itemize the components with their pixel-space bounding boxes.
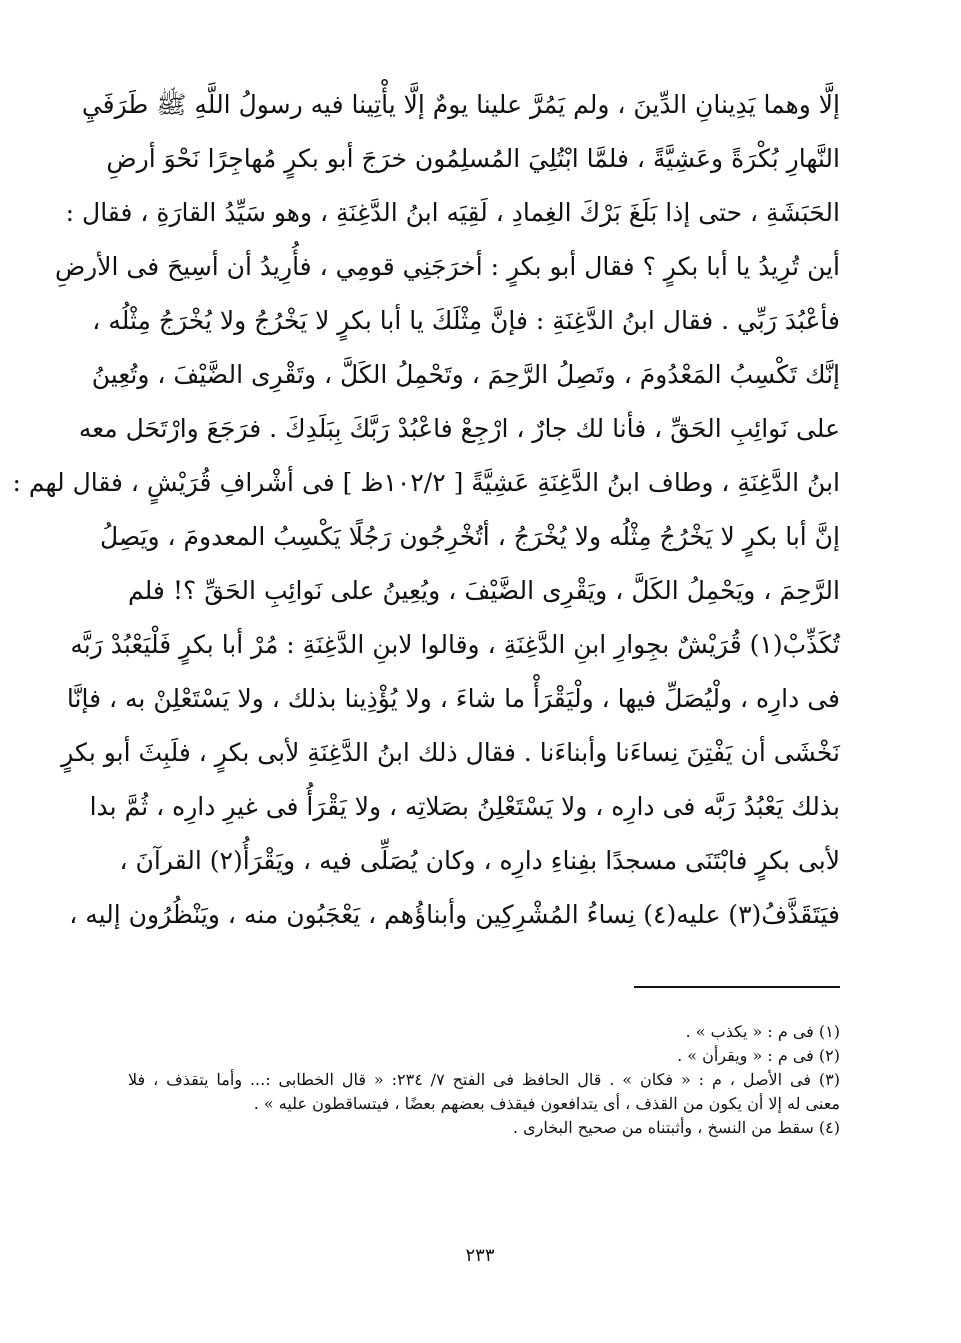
text-line: فى دارِه ، ولْيُصَلِّ فيها ، ولْيَقْرَأْ ما شاءَ ، ولا يُؤْذِينا بذلك ، ولا يَسْتَعْلِنْ به ، فإنَّا	[66, 684, 840, 713]
text-line: إلَّا وهما يَدِينانِ الدِّينَ ، ولم يَمُرَّ علينا يومٌ إلَّا يأْتِينا فيه رسولُ اللَّهِ ﷺ طَرَفَيِ	[81, 90, 840, 119]
text-line: الحَبَشَةِ ، حتى إذا بَلَغَ بَرْكَ الغِمادِ ، لَقِيَه ابنُ الدَّغِنَةِ ، وهو سَيِّدُ القارَةِ ، فقال :	[65, 198, 840, 227]
text-line: فأعْبُدَ رَبِّي . فقال ابنُ الدَّغِنَةِ : فإنَّ مِثْلَكَ يا أبا بكرٍ لا يَخْرُجُ ولا يُخْرَجُ مِثْلُه ،	[92, 306, 840, 335]
text-line: لأبى بكرٍ فابْتَنَى مسجدًا بفِناءِ دارِه ، وكان يُصَلِّى فيه ، ويَقْرَأُ(٢) القرآنَ ،	[119, 846, 840, 875]
page-number: ٢٣٣	[465, 1245, 495, 1266]
text-line: الرَّحِمَ ، ويَحْمِلُ الكَلَّ ، ويَقْرِى الضَّيْفَ ، ويُعِينُ على نَوائِبِ الحَقِّ ؟! فلم	[128, 576, 840, 605]
footnote-separator	[634, 986, 840, 988]
text-line: تُكَذِّبْ(١) قُرَيْشٌ بجِوارِ ابنِ الدَّغِنَةِ ، وقالوا لابنِ الدَّغِنَةِ : مُرْ أبا بكرٍ فَلْيَعْبُدْ رَبَّه	[70, 630, 840, 659]
footnote-4: (٤) سقط من النسخ ، وأثبتناه من صحيح البخارى .	[512, 1118, 840, 1137]
main-text	[12, 78, 840, 942]
text-line: النَّهارِ بُكْرَةً وعَشِيَّةً ، فلمَّا ابْتُلِيَ المُسلِمُون خرَجَ أبو بكرٍ مُهاجِرًا نَحْوَ أرضِ	[106, 144, 840, 173]
text-line: إنَّك تَكْسِبُ المَعْدُومَ ، وتَصِلُ الرَّحِمَ ، وتَحْمِلُ الكَلَّ ، وتَقْرِى الضَّيْفَ ، وتُعِينُ	[91, 360, 840, 389]
footnote-1: (١) فى م : « يكذب » .	[685, 1022, 840, 1041]
footnote-2: (٢) فى م : « ويقرأن » .	[677, 1046, 840, 1065]
text-line: ابنُ الدَّغِنَةِ ، وطاف ابنُ الدَّغِنَةِ عَشِيَّةً [ ١٠٢/٢ظ ] فى أشْرافِ قُرَيْشٍ ، فقال لهم :	[12, 468, 840, 497]
text-line: نَخْشَى أن يَفْتِنَ نِساءَنا وأبناءَنا . فقال ذلك ابنُ الدَّغِنَةِ لأبى بكرٍ ، فلَبِثَ أبو بكرٍ	[61, 738, 840, 767]
text-line: فيَتَقَذَّفُ(٣) عليه(٤) نِساءُ المُشْرِكِين وأبناؤُهم ، يَعْجَبُون منه ، ويَنْظُرُون إليه ،	[69, 900, 840, 929]
footnote-3: (٣) فى الأصل ، م : « فكان » . قال الحافظ فى الفتح ٧/ ٢٣٤: « قال الخطابى :... وأما يتقذف ، فلا	[128, 1070, 840, 1089]
text-line: إنَّ أبا بكرٍ لا يَخْرُجُ مِثْلُه ولا يُخْرَجُ ، أتُخْرِجُون رَجُلًا يَكْسِبُ المعدومَ ، ويَصِلُ	[99, 522, 840, 551]
text-line: بذلك يَعْبُدُ رَبَّه فى دارِه ، ولا يَسْتَعْلِنُ بصَلاتِه ، ولا يَقْرَأُ فى غيرِ دارِه ، ثُمَّ بدا	[89, 792, 840, 821]
footnotes	[128, 1020, 840, 1140]
text-line: على نَوائِبِ الحَقِّ ، فأنا لك جارٌ ، ارْجِعْ فاعْبُدْ رَبَّكَ بِبَلَدِكَ . فرَجَعَ وارْتَحَل معه	[78, 414, 840, 443]
footnote-3-continuation: معنى له إلا أن يكون من القذف ، أى يتدافعون فيقذف بعضهم بعضًا ، فيتساقطون عليه » .	[253, 1094, 840, 1113]
text-line: أين تُرِيدُ يا أبا بكرٍ ؟ فقال أبو بكرٍ : أخرَجَنِي قومِي ، فأُرِيدُ أن أسِيحَ فى الأرضِ	[54, 252, 840, 281]
